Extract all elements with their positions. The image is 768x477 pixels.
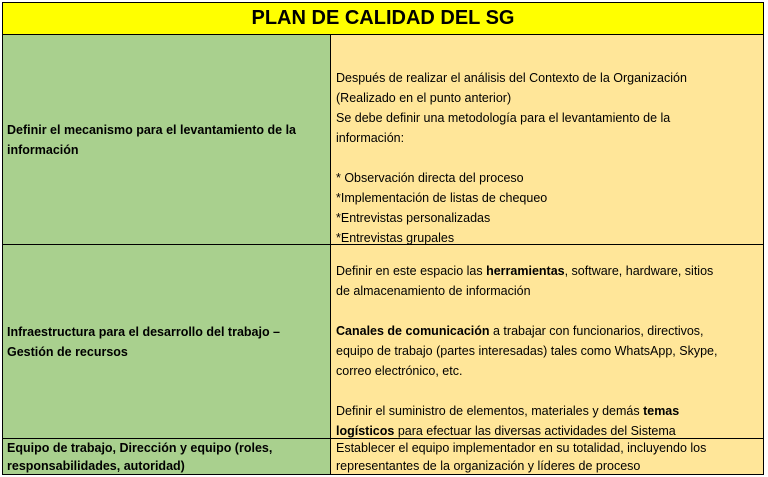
content-line: representantes de la organización y líderes de proceso [336,459,641,473]
content-line: *Entrevistas personalizadas [336,211,491,225]
quality-plan-table [2,2,764,475]
content-line: Después de realizar el análisis del Contexto de la Organización [336,71,687,85]
content-line: equipo de trabajo (partes interesadas) tales como WhatsApp, Skype, [336,344,718,358]
content-line: correo electrónico, etc. [336,364,463,378]
table-row-mecanismo [3,35,763,245]
content-line: información: [336,131,405,145]
row-label-equipo: Equipo de trabajo, Dirección y equipo (roles, responsabilidades, autoridad) [3,439,331,474]
content-line: (Realizado en el punto anterior) [336,91,512,105]
row-label-infraestructura: Infraestructura para el desarrollo del trabajo – Gestión de recursos [3,245,331,438]
table-row-equipo [3,439,763,474]
content-line: *Entrevistas grupales [336,231,455,245]
content-line: *Implementación de listas de chequeo [336,191,548,205]
content-line: * Observación directa del proceso [336,171,524,185]
row-content-infraestructura [331,245,763,438]
content-line: de almacenamiento de información [336,284,531,298]
content-line: Canales de comunicación a trabajar con funcionarios, directivos, [336,324,704,338]
table-title: PLAN DE CALIDAD DEL SG [3,3,763,35]
content-line: Establecer el equipo implementador en su totalidad, incluyendo los [336,441,707,455]
row-content-mecanismo [331,35,763,244]
table-row-infraestructura [3,245,763,439]
content-line: Se debe definir una metodología para el levantamiento de la [336,111,671,125]
row-label-mecanismo: Definir el mecanismo para el levantamiento de la información [3,35,331,244]
content-line: logísticos para efectuar las diversas actividades del Sistema [336,424,676,438]
content-line: Definir el suministro de elementos, materiales y demás temas [336,404,680,418]
row-content-equipo [331,439,763,474]
content-line: Definir en este espacio las herramientas, software, hardware, sitios [336,264,714,278]
